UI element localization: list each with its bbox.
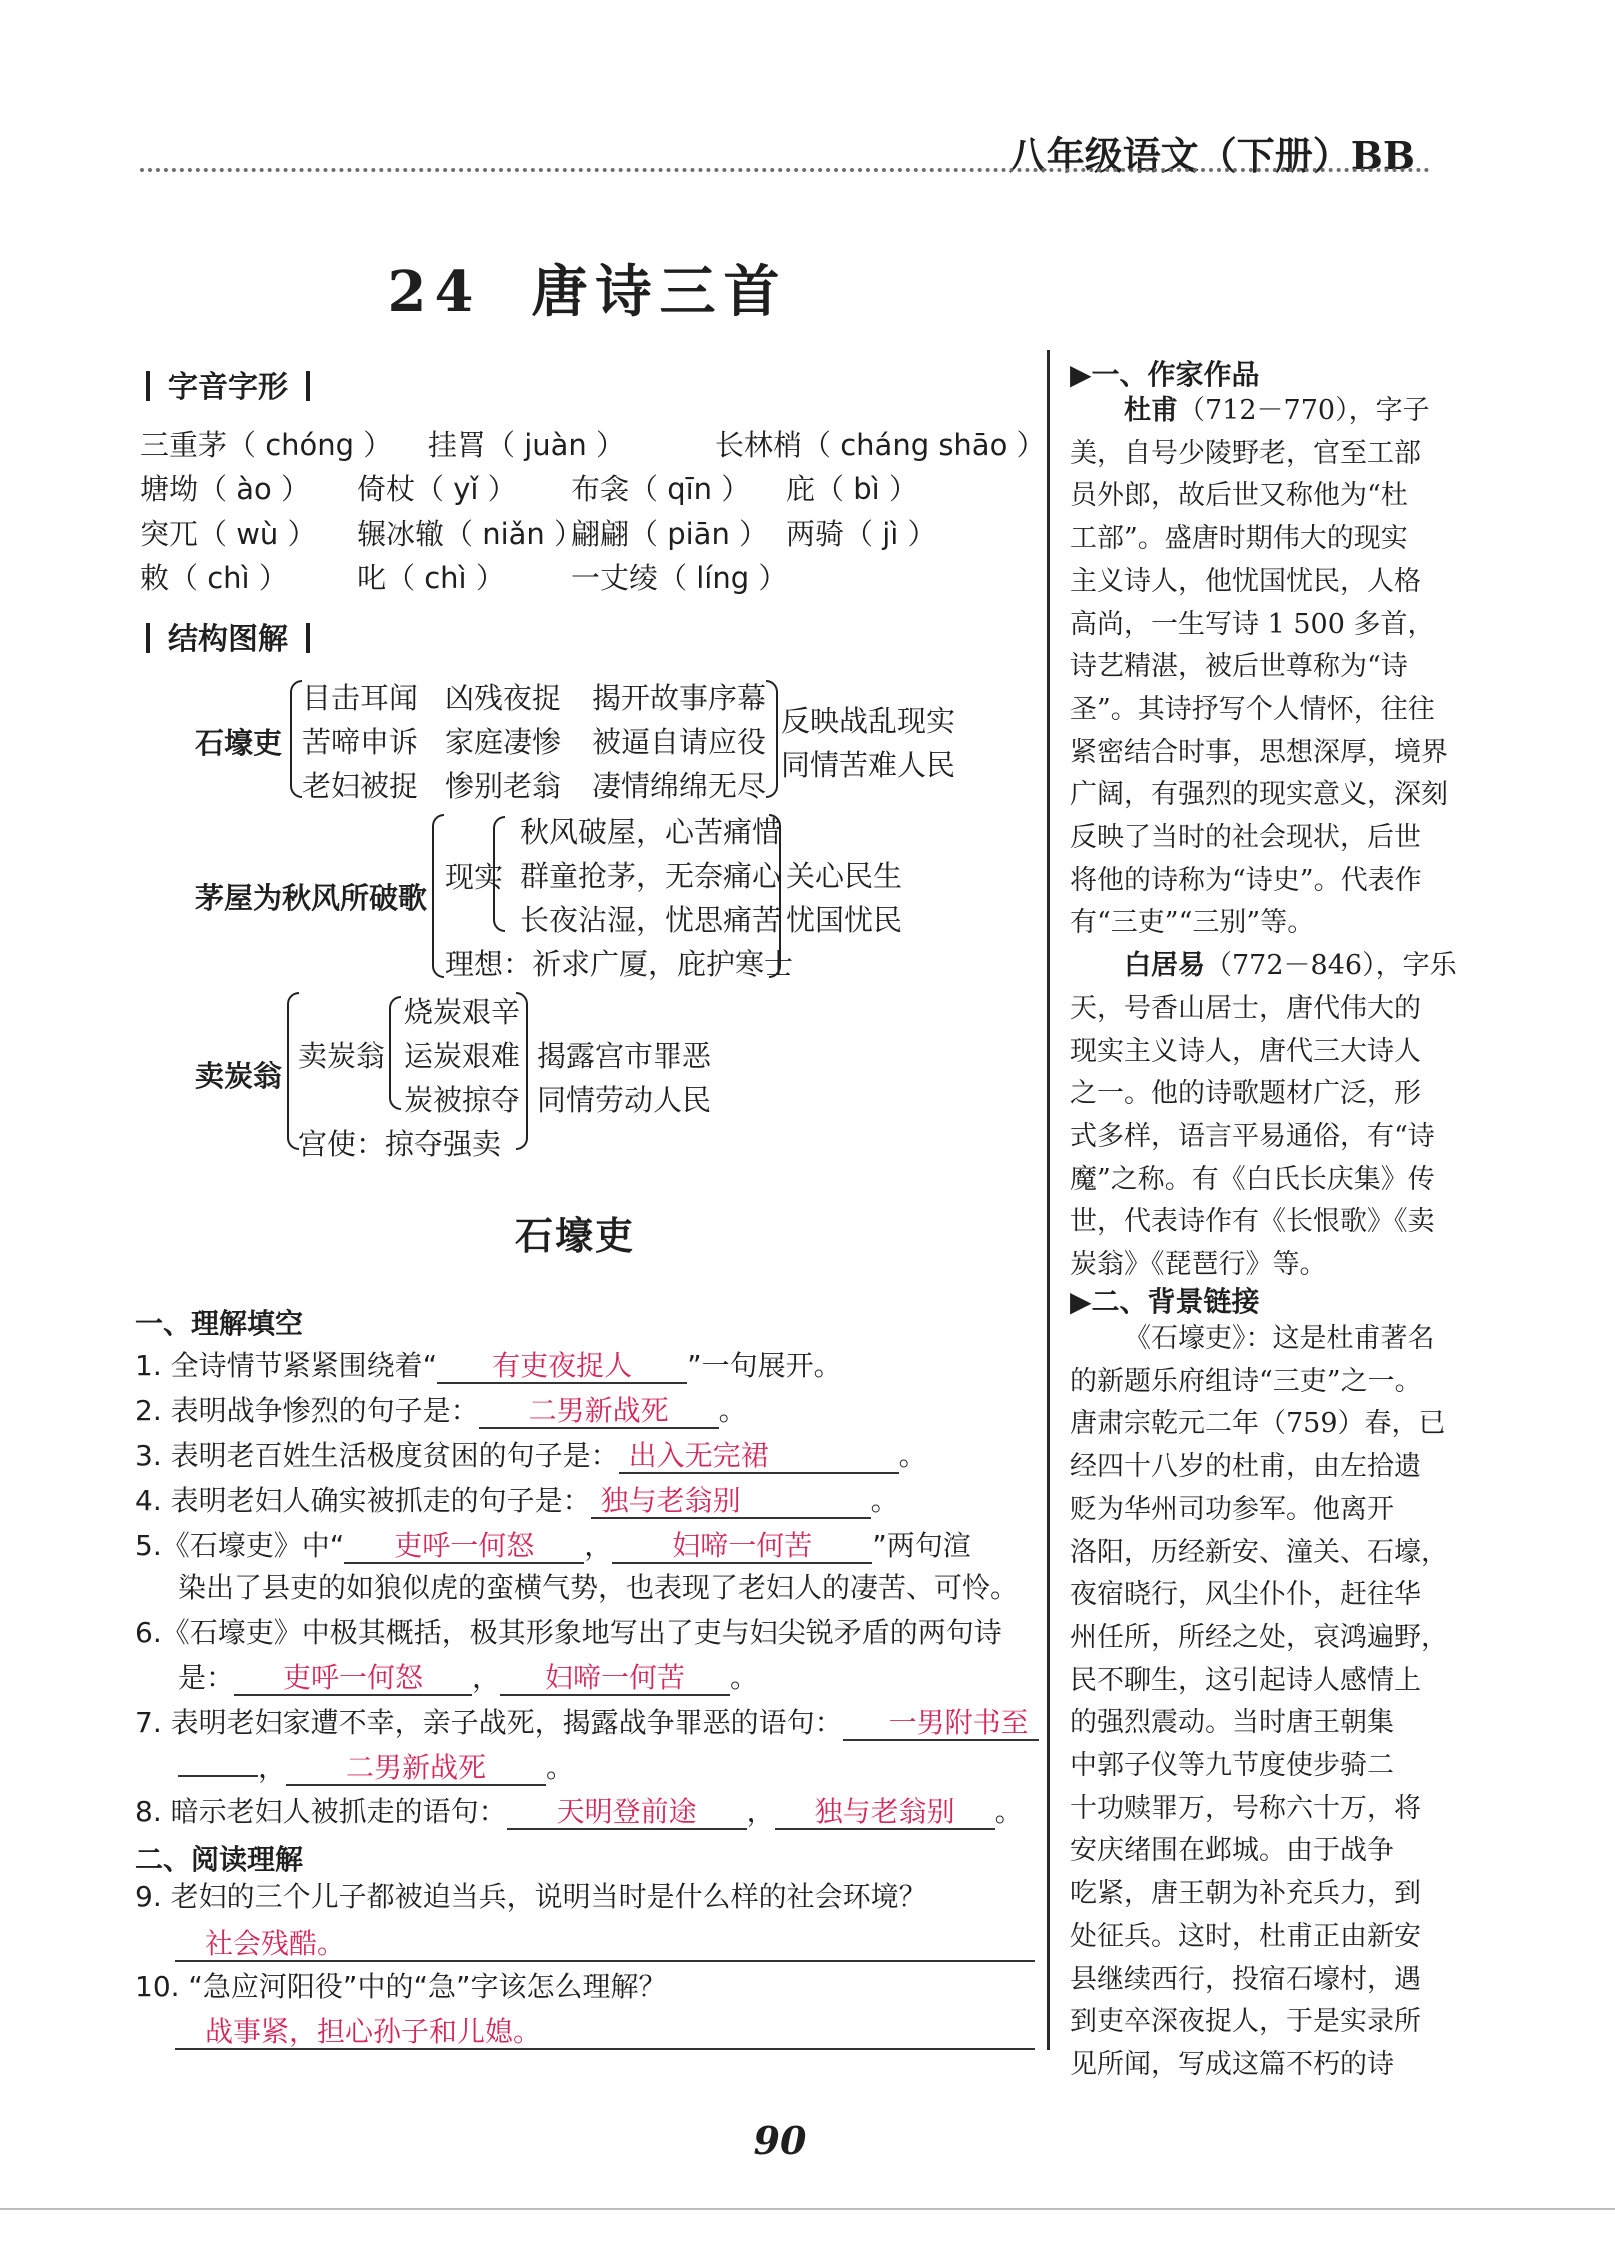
page-number: 90 (753, 2118, 807, 2163)
sidebar-line: 夜宿晓行，风尘仆仆，赶往华 (1070, 1579, 1421, 1611)
question-text: 4. 表明老妇人确实被抓走的句子是： (135, 1484, 591, 1517)
author-name: 杜甫 (1124, 395, 1178, 426)
diagram-node: 凶残夜捉 (445, 681, 562, 715)
sidebar-text: （772－846），字乐 (1205, 950, 1457, 982)
diagram-node: 运炭艰难 (404, 1039, 521, 1073)
sidebar-line: 吃紧，唐王朝为补充兵力，到 (1070, 1878, 1421, 1910)
question-7-continued (178, 1752, 574, 1786)
answer-field[interactable]: 有吏夜捉人 (437, 1350, 687, 1384)
question-text: 7. 表明老妇家遭不幸，亲子战死，揭露战争罪恶的语句： (135, 1706, 843, 1739)
part2-heading: 二、阅读理解 (135, 1843, 304, 1876)
pron-item: 翩翩（ piān ） (571, 517, 769, 551)
question-3 (135, 1440, 927, 1474)
pron-item: 一丈绫（ líng ） (571, 561, 788, 595)
question-1 (135, 1350, 842, 1384)
sidebar-line: 工部”。盛唐时期伟大的现实 (1070, 523, 1408, 555)
section-structure-label: 结构图解 (168, 622, 288, 657)
sidebar-line: 美，自号少陵野老，官至工部 (1070, 437, 1421, 469)
sidebar-heading-background: ▶二、背景链接 (1070, 1285, 1260, 1318)
diagram-node: 现实 (445, 860, 504, 894)
answer-field[interactable]: 出入无完裙 (619, 1440, 899, 1474)
sidebar-line: 反映了当时的社会现状，后世 (1070, 822, 1421, 854)
question-text: 1. 全诗情节紧紧围绕着“ (135, 1349, 438, 1382)
sidebar-line: 经四十八岁的杜甫，由左拾遗 (1070, 1451, 1421, 1483)
diagram-title-shihaoli: 石壕吏 (195, 726, 283, 760)
sidebar-line: 世，代表诗作有《长恨歌》《卖 (1070, 1206, 1435, 1238)
diagram-theme: 反映战乱现实 (781, 704, 956, 738)
question-5 (135, 1530, 971, 1564)
brace (290, 680, 302, 798)
question-text: ”两句渲 (872, 1529, 971, 1562)
diagram-node: 被逼自请应役 (592, 725, 767, 759)
question-4 (135, 1485, 899, 1519)
sidebar-line: 现实主义诗人，唐代三大诗人 (1070, 1035, 1421, 1067)
sidebar-line: 唐肃宗乾元二年（759）春，已 (1070, 1408, 1446, 1440)
brace (493, 816, 505, 932)
diagram-node: 秋风破屋，心苦痛惜 (520, 815, 782, 849)
lesson-name: 唐诗三首 (531, 259, 788, 325)
pron-item: 长林梢（ cháng shāo ） (715, 428, 1046, 462)
answer-field[interactable]: 一男附书至 (843, 1707, 1039, 1741)
diagram-node: 烧炭艰辛 (404, 995, 521, 1029)
diagram-node: 揭开故事序幕 (592, 681, 767, 715)
question-8 (135, 1796, 1023, 1830)
part1-heading: 一、理解填空 (135, 1307, 304, 1340)
sidebar-line: 洛阳，历经新安、潼关、石壕， (1070, 1536, 1448, 1568)
diagram-theme: 同情苦难人民 (781, 748, 956, 782)
diagram-node: 凄情绵绵无尽 (592, 769, 767, 803)
answer-field[interactable]: 吏呼一何怒 (344, 1530, 584, 1564)
question-text: 。 (718, 1394, 747, 1427)
diagram-node: 家庭凄惨 (445, 725, 562, 759)
question-text: 。 (870, 1484, 899, 1517)
pron-item: 叱（ chì ） (357, 561, 505, 595)
question-text: 5.《石壕吏》中“ (135, 1529, 345, 1562)
question-7 (135, 1707, 1039, 1741)
sidebar-line: 之一。他的诗歌题材广泛，形 (1070, 1078, 1421, 1110)
sidebar-text: （712－770），字子 (1178, 395, 1430, 426)
sidebar-line: 圣”。其诗抒写个人情怀，往往 (1070, 693, 1435, 725)
sidebar-line: 县继续西行，投宿石壕村，遇 (1070, 1963, 1421, 1995)
question-text: 。 (730, 1661, 759, 1694)
pron-item: 庇（ bì ） (786, 472, 918, 506)
sidebar-line: 十功赎罪万，号称六十万，将 (1070, 1792, 1421, 1824)
pron-item: 布衾（ qīn ） (571, 472, 751, 506)
brace (769, 814, 781, 978)
sidebar-line: 诗艺精湛，被后世尊称为“诗 (1070, 651, 1408, 683)
pron-item: 两骑（ jì ） (786, 517, 937, 551)
sidebar-line: 将他的诗称为“诗史”。代表作 (1070, 864, 1422, 896)
footer-rule (0, 2208, 1615, 2210)
sidebar-line: 贬为华州司功参军。他离开 (1070, 1493, 1394, 1525)
answer-field[interactable]: 二男新战死 (479, 1395, 719, 1429)
sidebar-line: 主义诗人，他忧国忧民，人格 (1070, 565, 1421, 597)
book-title: 八年级语文（下册）BB (1008, 133, 1415, 178)
question-6-answer-line (178, 1662, 758, 1696)
diagram-theme: 关心民生 (786, 859, 903, 893)
sidebar-heading-works: ▶一、作家作品 (1070, 358, 1260, 391)
section-pronunciation (128, 362, 328, 406)
sidebar-dufu (1070, 390, 1457, 1287)
answer-field[interactable]: 妇啼一何苦 (500, 1662, 730, 1696)
question-text: ”一句展开。 (687, 1349, 842, 1382)
sidebar-line: 处征兵。这时，杜甫正由新安 (1070, 1920, 1421, 1952)
diagram-node: 目击耳闻 (302, 681, 419, 715)
diagram-node: 卖炭翁 (298, 1039, 386, 1073)
question-text: 。 (546, 1751, 575, 1784)
diagram-node: 长夜沾湿，忧思痛苦 (520, 903, 782, 937)
lesson-number: 24 (387, 259, 482, 325)
sidebar-line: 的强烈震动。当时唐王朝集 (1070, 1707, 1394, 1739)
section-structure (128, 614, 328, 658)
sidebar-line: 见所闻，写成这篇不朽的诗 (1070, 2048, 1394, 2080)
answer-field[interactable]: 妇啼一何苦 (612, 1530, 872, 1564)
pron-item: 三重茅（ chóng ） (140, 428, 393, 462)
diagram-node: 苦啼申诉 (302, 725, 419, 759)
question-9: 9. 老妇的三个儿子都被迫当兵，说明当时是什么样的社会环境？ (135, 1880, 927, 1913)
answer-field[interactable]: 天明登前途 (507, 1796, 747, 1830)
sidebar-line: 《石壕吏》：这是杜甫著名 (1124, 1323, 1435, 1354)
sidebar-line: 炭翁》《琵琶行》等。 (1070, 1249, 1327, 1281)
sidebar-divider (1047, 350, 1050, 2050)
pron-item: 挂罥（ juàn ） (428, 428, 626, 462)
brace (389, 996, 401, 1110)
section-pronunciation-label: 字音字形 (168, 370, 288, 405)
diagram-node: 理想：祈求广厦，庇护寒士 (445, 947, 794, 981)
diagram-theme: 揭露宫市罪恶 (537, 1039, 712, 1073)
diagram-node: 惨别老翁 (445, 769, 562, 803)
question-text: 2. 表明战争惨烈的句子是： (135, 1394, 479, 1427)
diagram-title-maowu: 茅屋为秋风所破歌 (195, 881, 428, 915)
sidebar-line: 有“三吏”“三别”等。 (1070, 907, 1315, 939)
answer-field[interactable]: 二男新战死 (286, 1752, 546, 1786)
question-6: 6.《石壕吏》中极其概括，极其形象地写出了吏与妇尖锐矛盾的两句诗 (135, 1616, 1002, 1649)
diagram-node: 老妇被捉 (302, 769, 419, 803)
question-text: ， (472, 1661, 501, 1694)
sidebar-line: 到吏卒深夜捉人，于是实录所 (1070, 2006, 1421, 2038)
sidebar-line: 的新题乐府组诗“三吏”之一。 (1070, 1365, 1422, 1397)
answer-field[interactable]: 独与老翁别 (591, 1485, 871, 1519)
question-2 (135, 1395, 747, 1429)
sidebar-line (1070, 945, 1457, 988)
question-text: 是： (178, 1661, 235, 1694)
pron-item: 突兀（ wù ） (140, 517, 317, 551)
diagram-node: 宫使：掠夺强卖 (298, 1127, 502, 1161)
poem-title: 石壕吏 (514, 1214, 635, 1258)
sidebar-line: 广阔，有强烈的现实意义，深刻 (1070, 779, 1448, 811)
sidebar-line: 天，号香山居士，唐代伟大的 (1070, 992, 1421, 1024)
sidebar-line: 员外郎，故后世又称他为“杜 (1070, 480, 1408, 512)
lesson-title (0, 248, 1175, 328)
pron-item: 敕（ chì ） (140, 561, 288, 595)
diagram-node: 群童抢茅，无奈痛心 (520, 859, 782, 893)
question-text: 。 (898, 1439, 927, 1472)
diagram-theme: 忧国忧民 (786, 903, 903, 937)
answer-field[interactable]: 社会残酷。 (175, 1928, 1035, 1962)
sidebar-line: 民不聊生，这引起诗人感情上 (1070, 1664, 1421, 1696)
sidebar-line: 式多样，语言平易通俗，有“诗 (1070, 1120, 1435, 1152)
pron-item: 辗冰辙（ niǎn ） (357, 517, 584, 551)
diagram-title-maitanweng: 卖炭翁 (195, 1059, 283, 1093)
question-text: ， (746, 1795, 775, 1828)
question-text: 8. 暗示老妇人被抓走的语句： (135, 1795, 507, 1828)
brace (766, 680, 778, 798)
diagram-theme: 同情劳动人民 (537, 1083, 712, 1117)
header-divider (140, 168, 1430, 172)
answer-field[interactable]: 吏呼一何怒 (234, 1662, 472, 1696)
sidebar-line (1070, 390, 1457, 433)
pron-item: 倚杖（ yǐ ） (357, 472, 517, 506)
answer-field-blank[interactable] (178, 1775, 258, 1777)
question-10: 10. “急应河阳役”中的“急”字该怎么理解？ (135, 1970, 667, 2003)
question-text: ， (584, 1529, 613, 1562)
sidebar-line: 中郭子仪等九节度使步骑二 (1070, 1750, 1394, 1782)
sidebar-line: 安庆绪围在邺城。由于战争 (1070, 1835, 1394, 1867)
brace (516, 992, 528, 1150)
brace (432, 814, 444, 978)
pron-item: 塘坳（ ào ） (140, 472, 310, 506)
diagram-node: 炭被掠夺 (404, 1083, 521, 1117)
sidebar-background (1070, 1318, 1448, 2087)
question-text: 3. 表明老百姓生活极度贫困的句子是： (135, 1439, 619, 1472)
question-text: 。 (994, 1795, 1023, 1828)
author-name: 白居易 (1124, 950, 1205, 982)
sidebar-line: 紧密结合时事，思想深厚，境界 (1070, 736, 1448, 768)
question-text: ， (258, 1751, 287, 1784)
sidebar-line: 州任所，所经之处，哀鸿遍野， (1070, 1621, 1448, 1653)
question-5-continued: 染出了县吏的如狼似虎的蛮横气势，也表现了老妇人的凄苦、可怜。 (178, 1571, 1019, 1604)
sidebar-line: 魔”之称。有《白氏长庆集》传 (1070, 1163, 1435, 1195)
answer-field[interactable]: 战事紧，担心孙子和儿媳。 (175, 2016, 1035, 2050)
answer-field[interactable]: 独与老翁别 (775, 1796, 995, 1830)
sidebar-line: 高尚，一生写诗 1 500 多首， (1070, 608, 1435, 640)
